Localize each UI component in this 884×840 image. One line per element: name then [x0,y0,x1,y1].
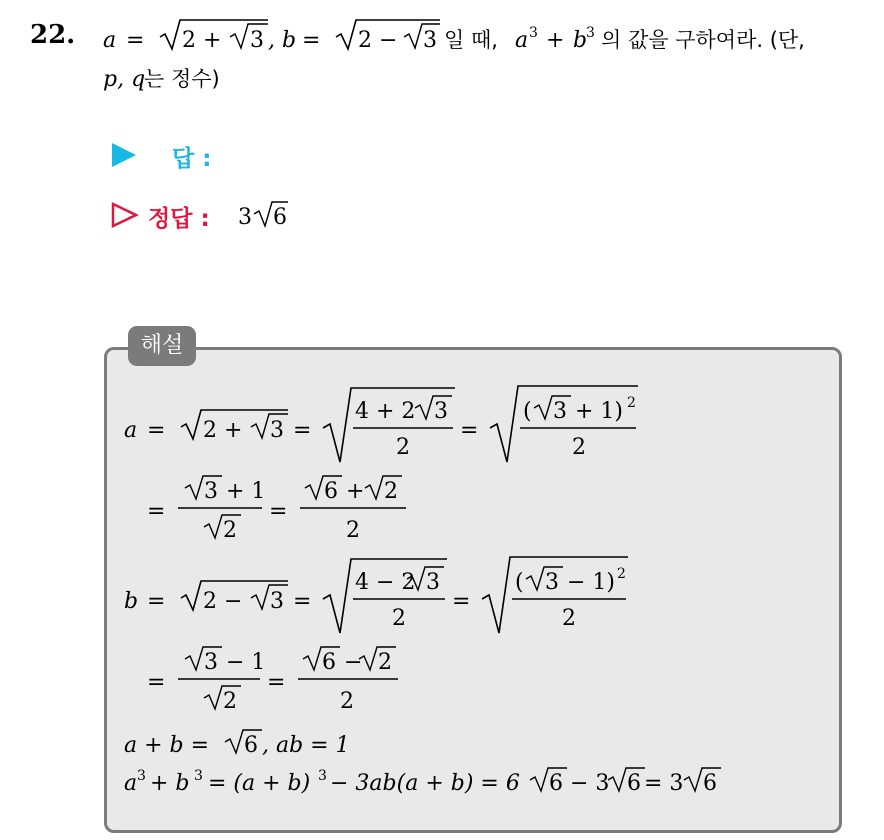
sol-six: 6 [549,771,563,796]
question-three-b: 3 [423,28,437,53]
sol-two-minus: 2 − [203,589,243,614]
sol-cube-exp: 3 [194,768,203,784]
question-radicand-a: 2 + [182,28,222,53]
sol-two-den: 2 [346,518,360,543]
answer-label: 답 : [172,146,212,172]
sol-b-var: b [124,589,139,614]
sol-two: 2 [223,689,237,714]
question-plus: + [546,28,565,53]
sol-eq: = [452,589,471,614]
sol-three: 3 [204,650,218,675]
sol-two-den: 2 [396,435,410,460]
sol-three: 3 [545,570,559,595]
sol-three: 3 [553,399,567,424]
question-text-integer: 는 정수) [144,67,220,91]
sol-sum-line: a + b = [124,733,210,758]
sol-three: 3 [270,589,284,614]
sol-two: 2 [223,518,237,543]
sol-sum-tail: , ab = 1 [262,733,350,758]
sol-eq: = [269,499,288,524]
correct-radicand: 6 [273,205,287,230]
sol-cube-rhs2: − 3ab(a + b) = 6 [330,771,520,796]
sol-cube-eq3: = 3 [644,771,684,796]
question-number: 22. [30,20,76,50]
sol-eq: = [293,418,312,443]
sol-six: 6 [627,771,641,796]
sol-eq: = [147,418,166,443]
sol-minus-one: − 1 [226,650,266,675]
sol-cube-rhs: = (a + b) [208,771,311,796]
sol-eq: = [460,418,479,443]
question-var-a: a [103,28,117,53]
question-expr-b: b [573,28,588,53]
sol-sq: 2 [627,395,636,411]
sol-two-den: 2 [392,606,406,631]
sol-plus-one-close: + 1) [575,399,624,424]
sol-open-paren: ( [515,570,524,595]
sol-three: 3 [434,399,448,424]
sqrt-symbol [482,557,628,633]
sol-eq: = [147,589,166,614]
question-exp-b: 3 [586,25,595,41]
question-equals-2: = [302,28,321,53]
sol-six: 6 [324,479,338,504]
sol-cube-mid: + b [150,771,190,796]
sol-cube-exp: 3 [137,768,146,784]
sol-two: 2 [384,479,398,504]
sol-two-den: 2 [340,689,354,714]
sol-four-minus-two: 4 − 2 [355,570,416,595]
question-equals-1: = [126,28,145,53]
sol-eq: = [267,670,286,695]
sol-open-paren: ( [523,399,532,424]
sol-three: 3 [426,570,440,595]
question-comma-b: , b [268,28,297,53]
question-text-when: 일 때, [444,28,498,52]
correct-coef: 3 [238,205,252,230]
sol-cube-a: a [124,771,138,796]
sol-eq: = [147,499,166,524]
sol-minus-one-close: − 1) [567,570,616,595]
solution-tab: 해설 [128,326,196,366]
sol-two-plus: 2 + [203,418,243,443]
correct-label: 정답 : [148,206,210,232]
sol-eq: = [293,589,312,614]
sol-four-plus-two: 4 + 2 [355,399,416,424]
sol-six: 6 [244,733,258,758]
sol-six: 6 [703,771,717,796]
sol-cube-exp: 3 [318,768,327,784]
sol-three: 3 [270,418,284,443]
sol-cube-minus3: − 3 [570,771,610,796]
sol-three: 3 [204,479,218,504]
sol-six: 6 [322,650,336,675]
question-text-find: 의 값을 구하여라. (단, [601,28,805,52]
question-expr-a: a [515,28,529,53]
sol-two-den: 2 [562,606,576,631]
sol-plus: + [346,479,365,504]
sol-sq: 2 [617,566,626,582]
sol-eq: = [147,670,166,695]
sol-two: 2 [378,650,392,675]
sol-plus-one: + 1 [226,479,266,504]
sqrt-symbol [490,386,638,462]
question-three-a: 3 [250,28,264,53]
sol-a-var: a [124,418,138,443]
question-vars-pq: p, q [103,67,146,92]
sol-minus: − [344,650,363,675]
question-exp-a: 3 [529,25,538,41]
sol-two-den: 2 [572,435,586,460]
question-radicand-b: 2 − [358,28,398,53]
